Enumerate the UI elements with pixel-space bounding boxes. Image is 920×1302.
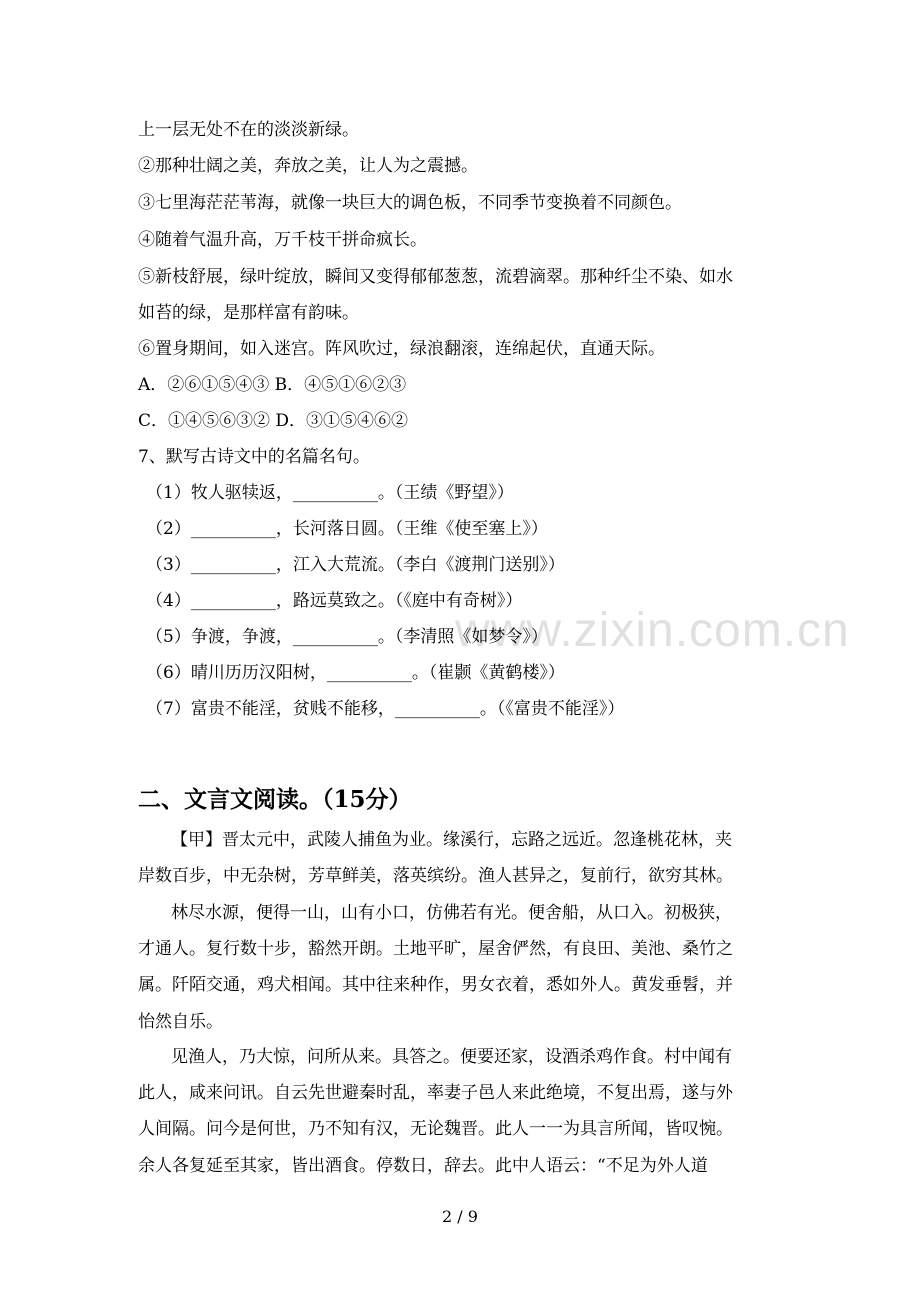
paragraph-line: 余人各复延至其家，皆出酒食。停数日，辞去。此中人语云：“不足为外人道 [138,1155,708,1176]
options-c-d: C．①④⑤⑥③② D．③①⑤④⑥② [138,411,409,431]
paragraph-line: 才通人。复行数十步，豁然开朗。土地平旷，屋舍俨然，有良田、美池、桑竹之 [138,939,733,960]
sentence-2: ②那种壮阔之美，奔放之美，让人为之震撼。 [138,156,478,176]
fill-blank-3: （3）__________，江入大荒流。（李白《渡荆门送别》） [146,555,565,575]
sentence-5-cont: 如苔的绿，是那样富有韵味。 [138,303,359,323]
page-number: 2 / 9 [442,1207,478,1226]
fill-blank-7: （7）富贵不能淫，贫贱不能移，__________。（《富贵不能淫》） [146,699,625,719]
paragraph-1 [138,822,783,894]
sentence-4: ④随着气温升高，万千枝干拼命疯长。 [138,230,427,250]
fill-blank-5: （5）争渡，争渡，__________。（李清照《如梦令》） [146,627,548,647]
fill-blank-2: （2）__________，长河落日圆。（王维《使至塞上》） [146,519,548,539]
paragraph-2 [138,895,783,1040]
paragraph-line: 见渔人，乃大惊，问所从来。具答之。便要还家，设酒杀鸡作食。村中闻有 [171,1047,732,1067]
paragraph-3 [138,1039,783,1184]
paragraph-line: 林尽水源，便得一山，山有小口，仿佛若有光。便舍船，从口入。初极狭， [171,903,732,923]
sentence-3: ③七里海茫茫苇海，就像一块巨大的调色板，不同季节变换着不同颜色。 [138,193,682,213]
options-a-b: A．②⑥①⑤④③ B．④⑤①⑥②③ [138,375,407,395]
fill-blank-1: （1）牧人驱犊返，__________。（王绩《野望》） [146,483,514,503]
paragraph-line: 此人，咸来问讯。自云先世避秦时乱，率妻子邑人来此绝境，不复出焉，遂与外 [138,1083,733,1104]
text-line: 上一层无处不在的淡淡新绿。 [138,120,359,140]
fill-blank-4: （4）__________，路远莫致之。（《庭中有奇树》） [146,591,523,611]
watermark: www.zixin.com.cn [455,604,850,657]
paragraph-line: 人间隔。问今是何世，乃不知有汉，无论魏晋。此人一一为具言所闻，皆叹惋。 [138,1119,733,1140]
sentence-5: ⑤新枝舒展，绿叶绽放，瞬间又变得郁郁葱葱，流碧滴翠。那种纤尘不染、如水 [138,267,733,287]
sentence-6: ⑥置身期间，如入迷宫。阵风吹过，绿浪翻滚，连绵起伏，直通天际。 [138,339,665,359]
section-heading: 二、文言文阅读。（15分） [138,786,412,813]
paragraph-line: 岸数百步，中无杂树，芳草鲜美，落英缤纷。渔人甚异之，复前行，欲穷其林。 [138,866,733,887]
paragraph-line: 怡然自乐。 [138,1011,223,1032]
question-7: 7、默写古诗文中的名篇名句。 [138,447,370,467]
paragraph-line: 属。阡陌交通，鸡犬相闻。其中往来种作，男女衣着，悉如外人。黄发垂髫，并 [138,975,733,996]
fill-blank-6: （6）晴川历历汉阳树，__________。（崔颢《黄鹤楼》） [146,663,565,683]
paragraph-line: 【甲】晋太元中，武陵人捕鱼为业。缘溪行，忘路之远近。忽逢桃花林，夹 [171,830,732,850]
